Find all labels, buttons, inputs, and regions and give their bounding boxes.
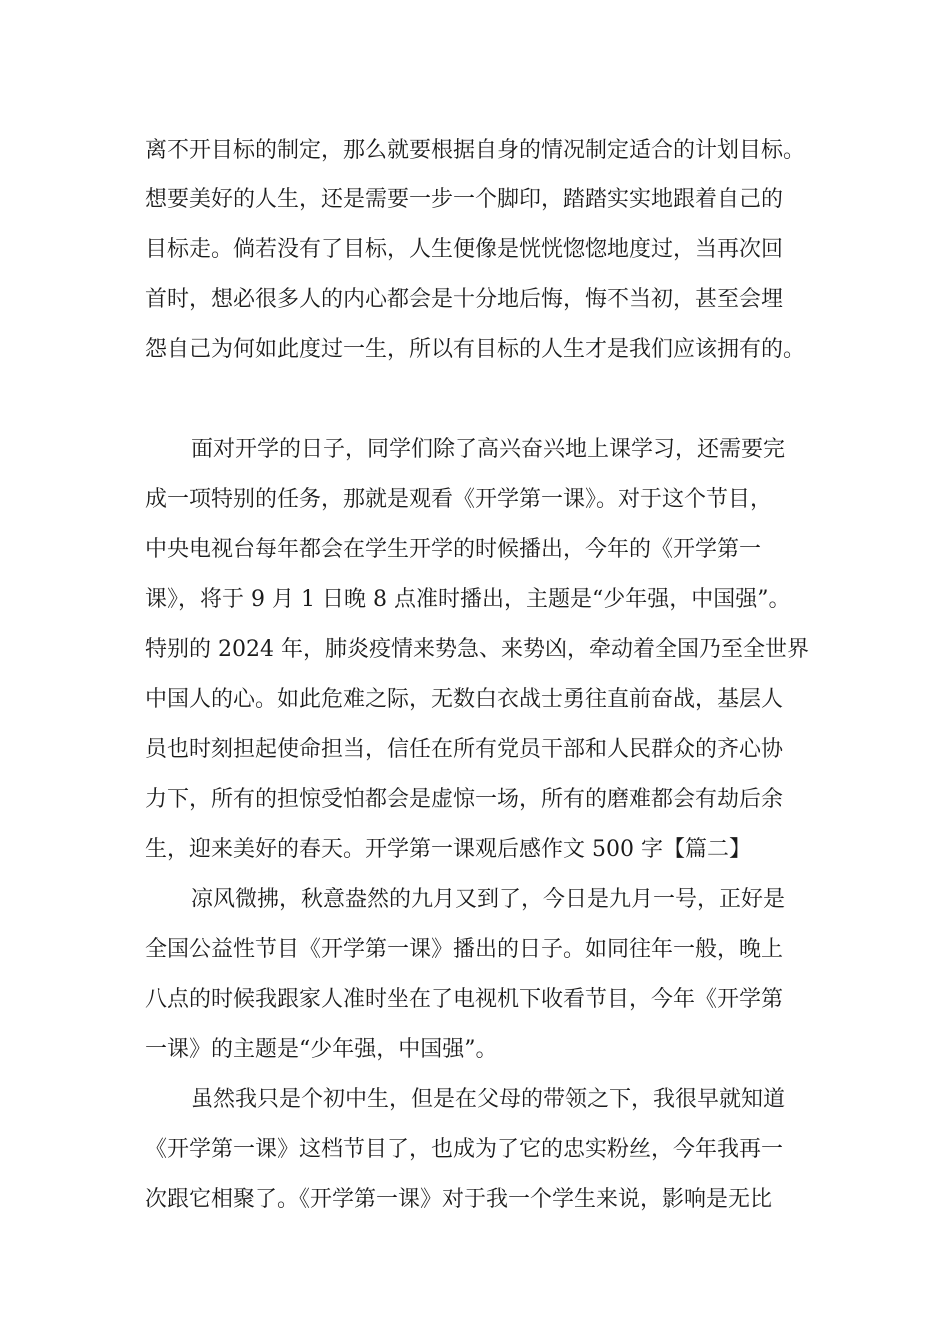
text-line: 中央电视台每年都会在学生开学的时候播出，今年的《开学第一 xyxy=(145,537,762,562)
text-line: 想要美好的人生，还是需要一步一个脚印，踏踏实实地跟着自己的 xyxy=(145,187,784,212)
text-line: 特别的 2024 年，肺炎疫情来势急、来势凶，牵动着全国乃至全世界 xyxy=(145,637,809,662)
text-line: 《开学第一课》这档节目了，也成为了它的忠实粉丝，今年我再一 xyxy=(145,1137,784,1162)
text-line: 面对开学的日子，同学们除了高兴奋兴地上课学习，还需要完 xyxy=(191,437,786,462)
text-line: 全国公益性节目《开学第一课》播出的日子。如同往年一般，晚上 xyxy=(145,937,784,962)
text-line: 员也时刻担起使命担当，信任在所有党员干部和人民群众的齐心协 xyxy=(145,737,784,762)
text-line: 离不开目标的制定，那么就要根据自身的情况制定适合的计划目标。 xyxy=(145,138,806,163)
text-line: 怨自己为何如此度过一生，所以有目标的人生才是我们应该拥有的。 xyxy=(145,337,806,362)
text-line: 目标走。倘若没有了目标，人生便像是恍恍惚惚地度过，当再次回 xyxy=(145,237,784,262)
text-line: 力下，所有的担惊受怕都会是虚惊一场，所有的磨难都会有劫后余 xyxy=(145,787,784,812)
text-line: 八点的时候我跟家人准时坐在了电视机下收看节目，今年《开学第 xyxy=(145,987,784,1012)
text-line: 凉风微拂，秋意盎然的九月又到了，今日是九月一号，正好是 xyxy=(191,887,786,912)
text-line: 成一项特别的任务，那就是观看《开学第一课》。对于这个节目， xyxy=(145,487,773,512)
text-line: 虽然我只是个初中生，但是在父母的带领之下，我很早就知道 xyxy=(191,1087,786,1112)
text-line: 中国人的心。如此危难之际，无数白衣战士勇往直前奋战，基层人 xyxy=(145,687,784,712)
text-line: 生，迎来美好的春天。开学第一课观后感作文 500 字【篇二】 xyxy=(145,837,751,862)
text-line: 课》，将于 9 月 1 日晚 8 点准时播出，主题是“少年强，中国强”。 xyxy=(145,587,791,612)
text-line: 一课》的主题是“少年强，中国强”。 xyxy=(145,1037,498,1062)
text-line: 首时，想必很多人的内心都会是十分地后悔，悔不当初，甚至会埋 xyxy=(145,287,784,312)
text-line: 次跟它相聚了。《开学第一课》对于我一个学生来说，影响是无比 xyxy=(145,1187,773,1212)
